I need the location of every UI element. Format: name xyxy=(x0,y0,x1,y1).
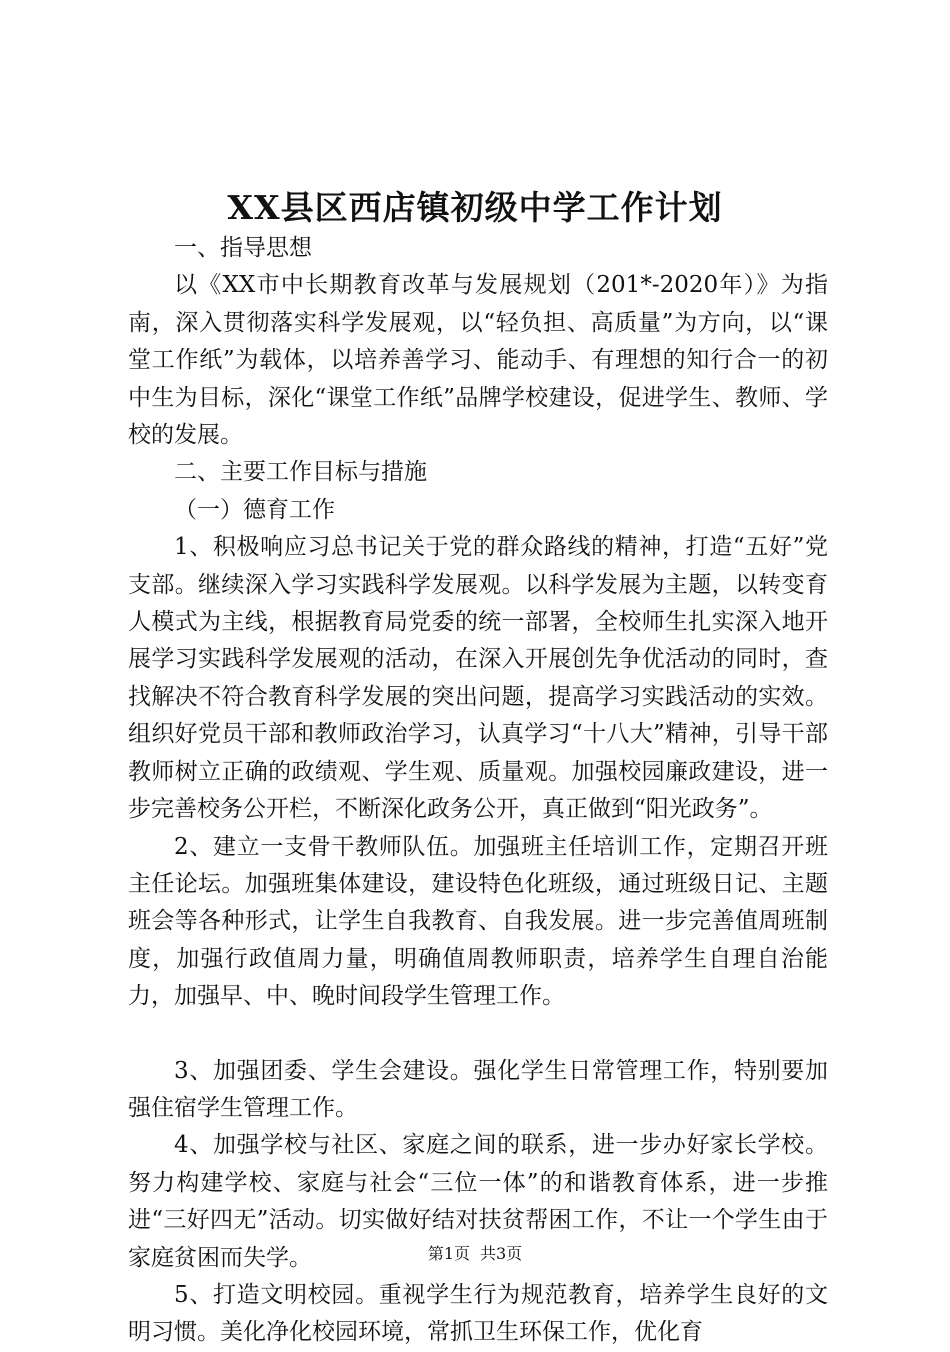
document-title: XX县区西店镇初级中学工作计划 xyxy=(227,188,723,227)
paragraph-item-1: 1、积极响应习总书记关于党的群众路线的精神，打造“五好”党支部。继续深入学习实践科学发展观。以科学发展为主题，以转变育人模式为主线，根据教育局党委的统一部署，全校师生扎实深入地开展学习实践科学发展观的活动，在深入开展创先争优活动的同时，查找解决不符合教育科学发展的突出问题，提高学习实践活动的实效。组织好党员干部和教师政治学习，认真学习“十八大”精神，引导干部教师树立正确的政绩观、学生观、质量观。加强校园廉政建设，进一步完善校务公开栏，不断深化政务公开，真正做到“阳光政务”。 xyxy=(128,534,828,823)
section-heading-goals-measures: 二、主要工作目标与措施 xyxy=(174,459,427,486)
paragraph-item-2: 2、建立一支骨干教师队伍。加强班主任培训工作，定期召开班主任论坛。加强班集体建设，建设特色化班级，通过班级日记、主题班会等各种形式，让学生自我教育、自我发展。进一步完善值周班制度，加强行政值周力量，明确值周教师职责，培养学生自理自治能力，加强早、中、晚时间段学生管理工作。 xyxy=(128,833,828,1010)
section-heading-guiding-ideology: 一、指导思想 xyxy=(174,235,312,261)
paragraph-item-5: 5、打造文明校园。重视学生行为规范教育，培养学生良好的文明习惯。美化净化校园环境，常抓卫生环保工作，优化育 xyxy=(128,1281,828,1346)
paragraph-item-4: 4、加强学校与社区、家庭之间的联系，进一步办好家长学校。努力构建学校、家庭与社会“三位一体”的和谐教育体系，进一步推进“三好四无”活动。切实做好结对扶贫帮困工作，不让一个学生由于家庭贫困而失学。 xyxy=(128,1132,828,1271)
document-body xyxy=(128,230,828,1352)
paragraph-item-3: 3、加强团委、学生会建设。强化学生日常管理工作，特别要加强住宿学生管理工作。 xyxy=(128,1057,828,1121)
subsection-heading-moral-education: （一）德育工作 xyxy=(174,496,335,523)
page-total: 共3页 xyxy=(480,1244,523,1263)
paragraph-guiding-ideology: 以《XX市中长期教育改革与发展规划（201*-2020年）》为指南，深入贯彻落实科学发展观，以“轻负担、高质量”为方向，以“课堂工作纸”为载体，以培养善学习、能动手、有理想的知行合一的初中生为目标，深化“课堂工作纸”品牌学校建设，促进学生、教师、学校的发展。 xyxy=(128,272,828,449)
page-number: 第1页 xyxy=(427,1244,470,1263)
paragraph-spacer xyxy=(128,1016,828,1053)
page-footer xyxy=(0,1242,950,1266)
